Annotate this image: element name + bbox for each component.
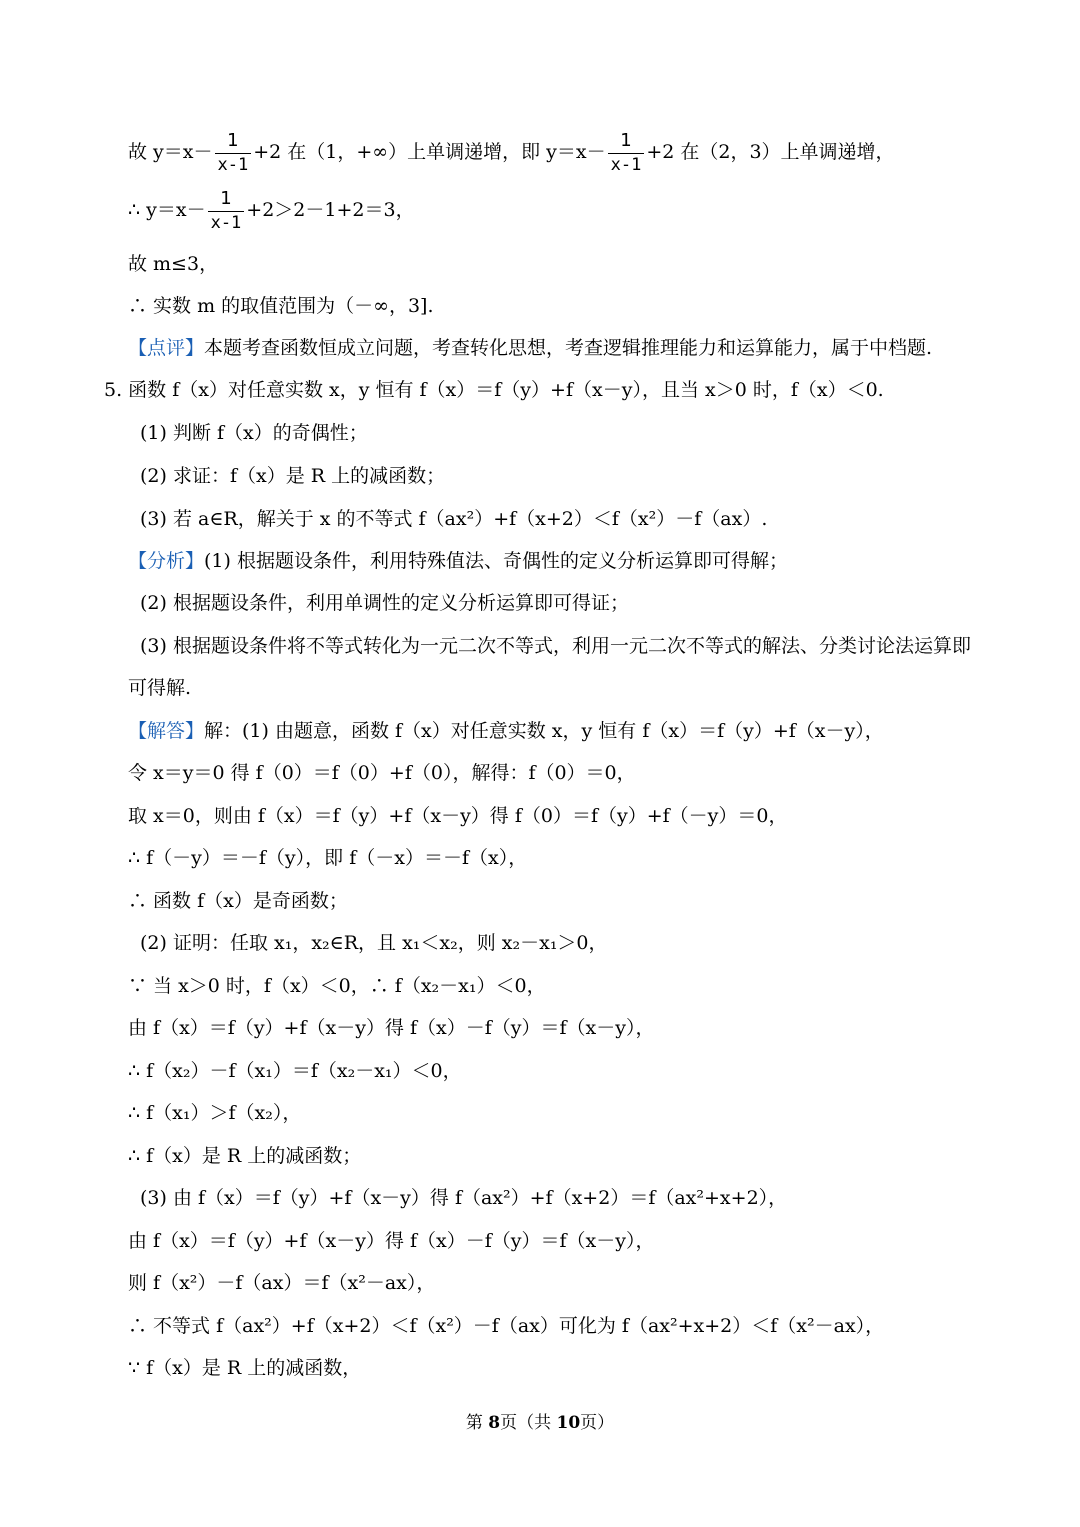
solution-line-bound xyxy=(128,188,1020,232)
comment-text: 本题考查函数恒成立问题，考查转化思想，考查逻辑推理能力和运算能力，属于中档题. xyxy=(204,337,933,359)
page-number: 8 xyxy=(488,1413,501,1433)
answer-line: 取 x＝0，则由 f（x）＝f（y）+f（x－y）得 f（0）＝f（y）+f（－y）＝0， xyxy=(128,805,788,827)
page-footer xyxy=(0,1408,1080,1438)
fraction xyxy=(608,132,645,174)
answer-line: 令 x＝y＝0 得 f（0）＝f（0）+f（0），解得：f（0）＝0， xyxy=(128,762,636,784)
question-5-part-1: (1) 判断 f（x）的奇偶性； xyxy=(140,422,368,444)
solution-line-monotonic xyxy=(128,130,1020,174)
comment-line xyxy=(128,326,1020,370)
question-5-part-2: (2) 求证：f（x）是 R 上的减函数； xyxy=(140,465,446,487)
answer-line: ∵ f（x）是 R 上的减函数， xyxy=(128,1357,362,1379)
answer-line: (2) 证明：任取 x₁，x₂∈R，且 x₁＜x₂，则 x₂－x₁＞0， xyxy=(140,932,608,954)
fraction xyxy=(215,132,252,174)
footer-text: 第 xyxy=(465,1413,489,1433)
answer-line: ∴ 不等式 f（ax²）+f（x+2）＜f（x²）－f（ax）可化为 f（ax²+x+2）＜f（x²－ax）， xyxy=(128,1315,885,1337)
answer-text: 解：(1) 由题意，函数 f（x）对任意实数 x，y 恒有 f（x）＝f（y）+f（x－y）， xyxy=(204,720,884,742)
fraction-numerator: 1 xyxy=(608,132,645,154)
fraction xyxy=(208,190,245,232)
answer-line: (3) 由 f（x）＝f（y）+f（x－y）得 f（ax²）+f（x+2）＝f（ax²+x+2）， xyxy=(140,1187,788,1209)
solution-line: 故 m≤3， xyxy=(128,253,219,275)
question-5-stem: 5. 函数 f（x）对任意实数 x，y 恒有 f（x）＝f（y）+f（x－y），且当 x＞0 时，f（x）＜0. xyxy=(104,379,884,401)
answer-line: 由 f（x）＝f（y）+f（x－y）得 f（x）－f（y）＝f（x－y）， xyxy=(128,1017,655,1039)
text-segment: +2 在（2，3）上单调递增， xyxy=(646,141,895,163)
text-segment: 故 y＝x－ xyxy=(128,141,213,163)
analysis-text: (1) 根据题设条件，利用特殊值法、奇偶性的定义分析运算即可得解； xyxy=(204,550,788,572)
comment-tag: 【点评】 xyxy=(128,337,205,359)
answer-line: 则 f（x²）－f（ax）＝f（x²－ax）， xyxy=(128,1272,436,1294)
answer-line: ∴ f（x₂）－f（x₁）＝f（x₂－x₁）＜0， xyxy=(128,1060,462,1082)
fraction-denominator: x-1 xyxy=(610,155,642,175)
analysis-tag: 【分析】 xyxy=(128,550,205,572)
answer-line: ∴ f（－y）＝－f（y），即 f（－x）＝－f（x）， xyxy=(128,847,528,869)
fraction-denominator: x-1 xyxy=(217,155,249,175)
answer-line xyxy=(128,709,1020,753)
answer-line: ∴ f（x）是 R 上的减函数； xyxy=(128,1145,362,1167)
footer-text: 页（共 xyxy=(500,1413,557,1433)
answer-line: ∴ 函数 f（x）是奇函数； xyxy=(128,890,348,912)
answer-tag: 【解答】 xyxy=(128,720,205,742)
analysis-line: 可得解. xyxy=(128,677,192,699)
text-segment: ∴ y＝x－ xyxy=(128,199,206,221)
fraction-numerator: 1 xyxy=(208,190,245,212)
fraction-numerator: 1 xyxy=(215,132,252,154)
answer-line: 由 f（x）＝f（y）+f（x－y）得 f（x）－f（y）＝f（x－y）， xyxy=(128,1230,655,1252)
solution-line: ∴ 实数 m 的取值范围为（－∞，3]. xyxy=(128,295,434,317)
answer-line: ∴ f（x₁）＞f（x₂）， xyxy=(128,1102,302,1124)
text-segment: +2＞2－1+2＝3， xyxy=(246,199,415,221)
footer-text: 页） xyxy=(580,1413,615,1433)
analysis-line: (3) 根据题设条件将不等式转化为一元二次不等式，利用一元二次不等式的解法、分类讨论法运算即 xyxy=(140,635,971,657)
question-5-part-3: (3) 若 a∈R，解关于 x 的不等式 f（ax²）+f（x+2）＜f（x²）－f（ax）. xyxy=(140,508,768,530)
text-segment: +2 在（1，+∞）上单调递增，即 y＝x－ xyxy=(253,141,606,163)
page-total: 10 xyxy=(556,1413,581,1433)
analysis-line xyxy=(128,539,1020,583)
answer-line: ∵ 当 x＞0 时，f（x）＜0，∴ f（x₂－x₁）＜0， xyxy=(128,975,546,997)
fraction-denominator: x-1 xyxy=(210,213,242,233)
analysis-line: (2) 根据题设条件，利用单调性的定义分析运算即可得证； xyxy=(140,592,629,614)
